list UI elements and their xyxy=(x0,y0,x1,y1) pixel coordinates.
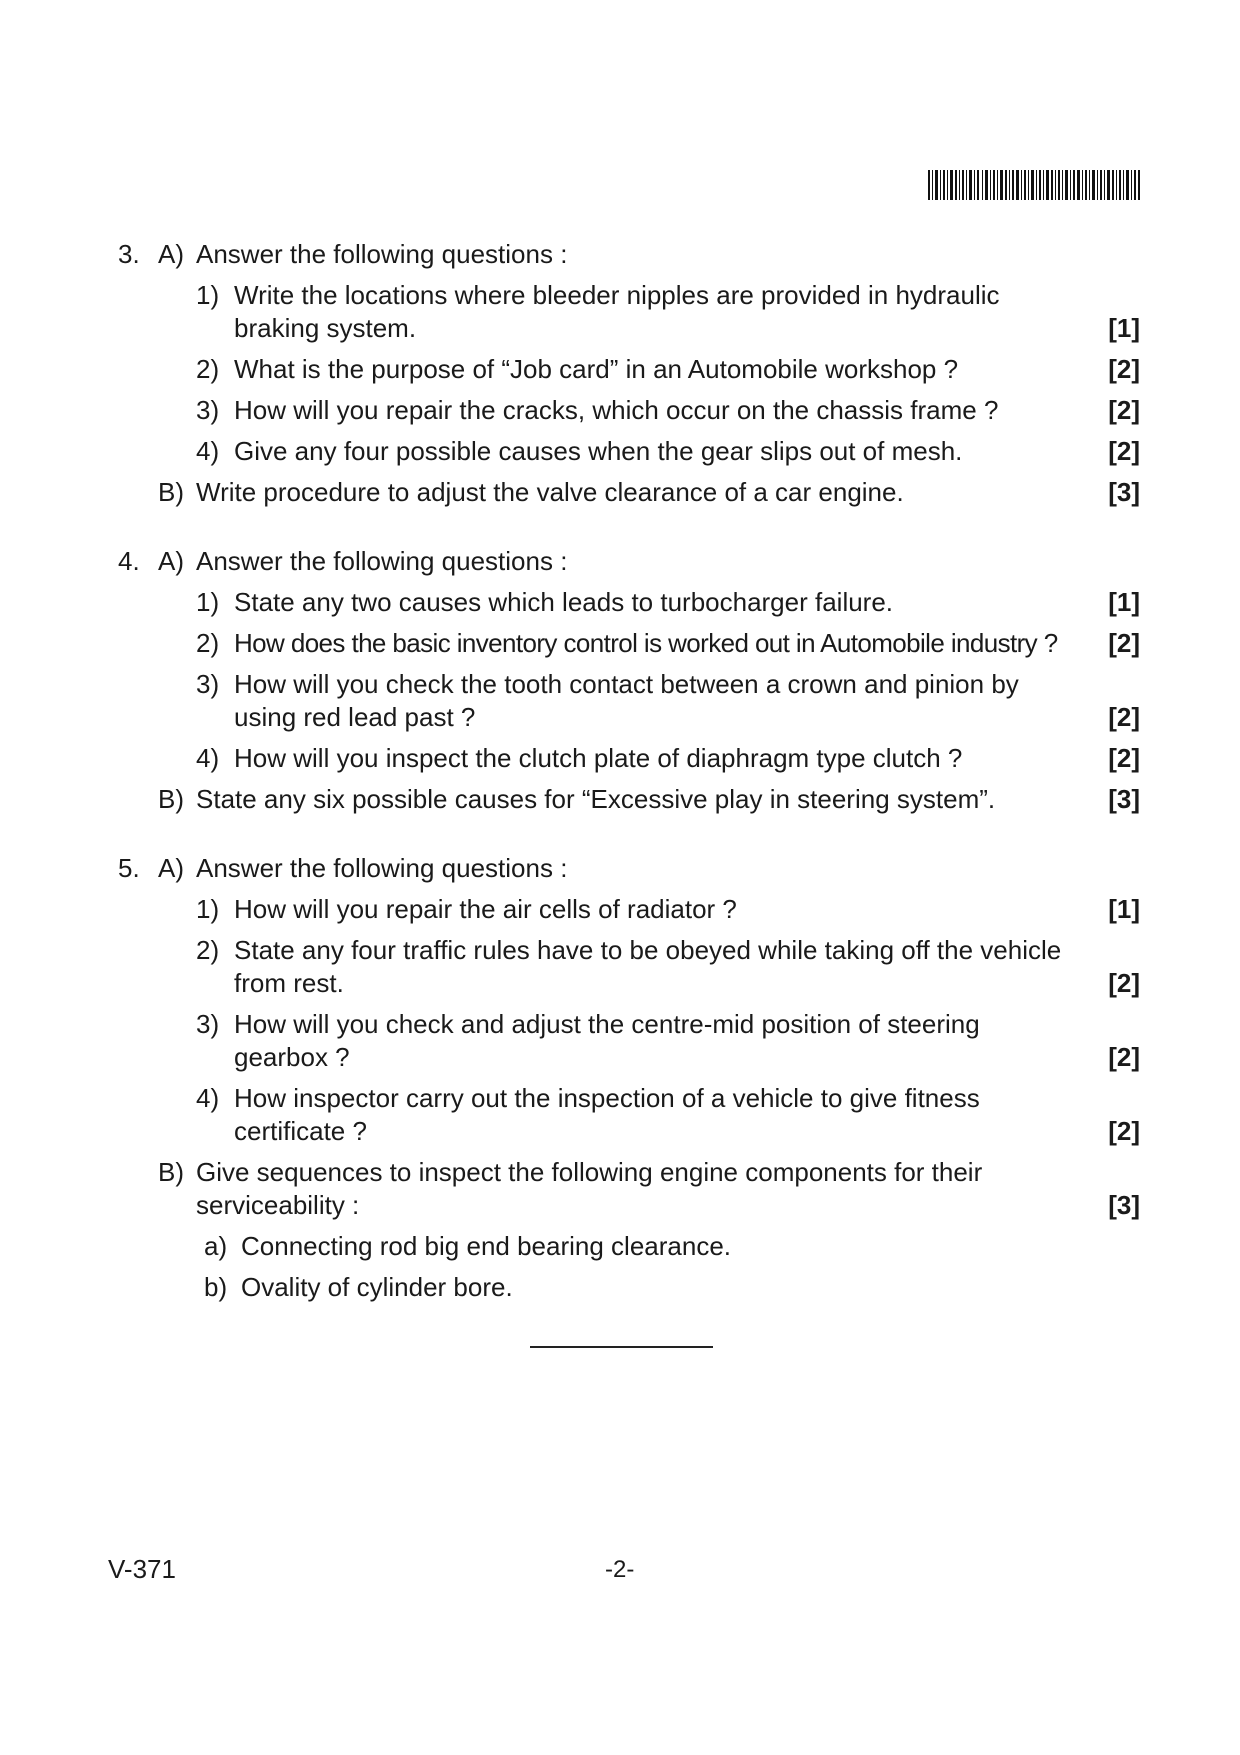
q5-heading xyxy=(118,852,1140,885)
q5-subitem-a xyxy=(204,1230,1140,1263)
q5-item-4-mark: [2] xyxy=(1108,1116,1140,1146)
q4-item-1-text: State any two causes which leads to turbocharger failure. xyxy=(234,587,894,617)
questions-content xyxy=(118,238,1140,1304)
q5-item-2 xyxy=(196,934,1140,1000)
q5-item-1-text: How will you repair the air cells of radiator ? xyxy=(234,894,737,924)
q4-item-4 xyxy=(196,742,1140,775)
q3-part-b xyxy=(158,476,1140,509)
q5-number: 5. xyxy=(118,853,140,883)
q5-subitem-a-label: a) xyxy=(204,1231,228,1261)
barcode xyxy=(928,170,1140,200)
q4-item-2-text: How does the basic inventory control is worked out in Automobile industry ? xyxy=(234,628,1058,658)
q4-item-2 xyxy=(196,627,1140,660)
q4-item-3-mark: [2] xyxy=(1108,702,1140,732)
q3-item-1 xyxy=(196,279,1140,345)
q4-item-3-number: 3) xyxy=(196,669,220,699)
q3-item-3-mark: [2] xyxy=(1108,395,1140,425)
q4-number: 4. xyxy=(118,546,140,576)
q5-item-1-mark: [1] xyxy=(1108,894,1140,924)
q5-subitem-b-label: b) xyxy=(204,1272,228,1302)
q4-item-4-mark: [2] xyxy=(1108,743,1140,773)
q3-item-3-text: How will you repair the cracks, which occur on the chassis frame ? xyxy=(234,395,999,425)
paper-code: V-371 xyxy=(108,1554,176,1584)
q3-item-3 xyxy=(196,394,1140,427)
q3-item-2 xyxy=(196,353,1140,386)
q3-item-4 xyxy=(196,435,1140,468)
q3-item-1-number: 1) xyxy=(196,280,220,310)
q4-item-4-text: How will you inspect the clutch plate of diaphragm type clutch ? xyxy=(234,743,963,773)
q3-item-2-number: 2) xyxy=(196,354,220,384)
q5-part-a-label: A) xyxy=(158,853,184,883)
q5-item-3-mark: [2] xyxy=(1108,1042,1140,1072)
q4-part-b-text: State any six possible causes for “Excessive play in steering system”. xyxy=(196,784,996,814)
q3-number: 3. xyxy=(118,239,140,269)
q3-item-1-mark: [1] xyxy=(1108,313,1140,343)
q5-item-4 xyxy=(196,1082,1140,1148)
q4-item-1 xyxy=(196,586,1140,619)
end-rule xyxy=(530,1346,713,1348)
q5-part-b-text: Give sequences to inspect the following engine components for their serviceability : xyxy=(196,1157,983,1220)
q3-part-a-label: A) xyxy=(158,239,184,269)
q5-item-4-text: How inspector carry out the inspection of a vehicle to give fitness certificate ? xyxy=(234,1083,980,1146)
q4-part-a-heading: Answer the following questions : xyxy=(196,546,568,576)
q4-item-4-number: 4) xyxy=(196,743,220,773)
q3-item-3-number: 3) xyxy=(196,395,220,425)
q4-part-a-label: A) xyxy=(158,546,184,576)
q5-item-3 xyxy=(196,1008,1140,1074)
q4-item-3-text: How will you check the tooth contact between a crown and pinion by using red lead past ? xyxy=(234,669,1019,732)
page-number: -2- xyxy=(605,1556,635,1583)
q5-item-2-number: 2) xyxy=(196,935,220,965)
q3-heading xyxy=(118,238,1140,271)
q4-heading xyxy=(118,545,1140,578)
q4-part-b-label: B) xyxy=(158,784,184,814)
q5-item-1-number: 1) xyxy=(196,894,220,924)
q5-item-1 xyxy=(196,893,1140,926)
q4-item-2-mark: [2] xyxy=(1108,628,1140,658)
q4-item-2-number: 2) xyxy=(196,628,220,658)
q5-item-3-text: How will you check and adjust the centre-mid position of steering gearbox ? xyxy=(234,1009,980,1072)
q4-item-3 xyxy=(196,668,1140,734)
q5-item-2-text: State any four traffic rules have to be obeyed while taking off the vehicle from rest. xyxy=(234,935,1062,998)
q4-item-1-number: 1) xyxy=(196,587,220,617)
q5-part-b xyxy=(158,1156,1140,1222)
q5-subitem-b-text: Ovality of cylinder bore. xyxy=(241,1272,513,1302)
q4-part-b xyxy=(158,783,1140,816)
q4-item-1-mark: [1] xyxy=(1108,587,1140,617)
q3-item-2-text: What is the purpose of “Job card” in an Automobile workshop ? xyxy=(234,354,959,384)
q3-part-b-label: B) xyxy=(158,477,184,507)
q3-item-4-text: Give any four possible causes when the gear slips out of mesh. xyxy=(234,436,963,466)
q3-part-a-heading: Answer the following questions : xyxy=(196,239,568,269)
q5-item-2-mark: [2] xyxy=(1108,968,1140,998)
q3-item-2-mark: [2] xyxy=(1108,354,1140,384)
q5-item-4-number: 4) xyxy=(196,1083,220,1113)
q3-item-4-mark: [2] xyxy=(1108,436,1140,466)
q3-item-1-text: Write the locations where bleeder nipples are provided in hydraulic braking system. xyxy=(234,280,1000,343)
q3-part-b-text: Write procedure to adjust the valve clearance of a car engine. xyxy=(196,477,904,507)
q4-part-b-mark: [3] xyxy=(1108,784,1140,814)
q3-item-4-number: 4) xyxy=(196,436,220,466)
q5-item-3-number: 3) xyxy=(196,1009,220,1039)
q5-subitem-b xyxy=(204,1271,1140,1304)
q5-part-b-label: B) xyxy=(158,1157,184,1187)
q5-subitem-a-text: Connecting rod big end bearing clearance. xyxy=(241,1231,732,1261)
q3-part-b-mark: [3] xyxy=(1108,477,1140,507)
q5-part-a-heading: Answer the following questions : xyxy=(196,853,568,883)
q5-part-b-mark: [3] xyxy=(1108,1190,1140,1220)
